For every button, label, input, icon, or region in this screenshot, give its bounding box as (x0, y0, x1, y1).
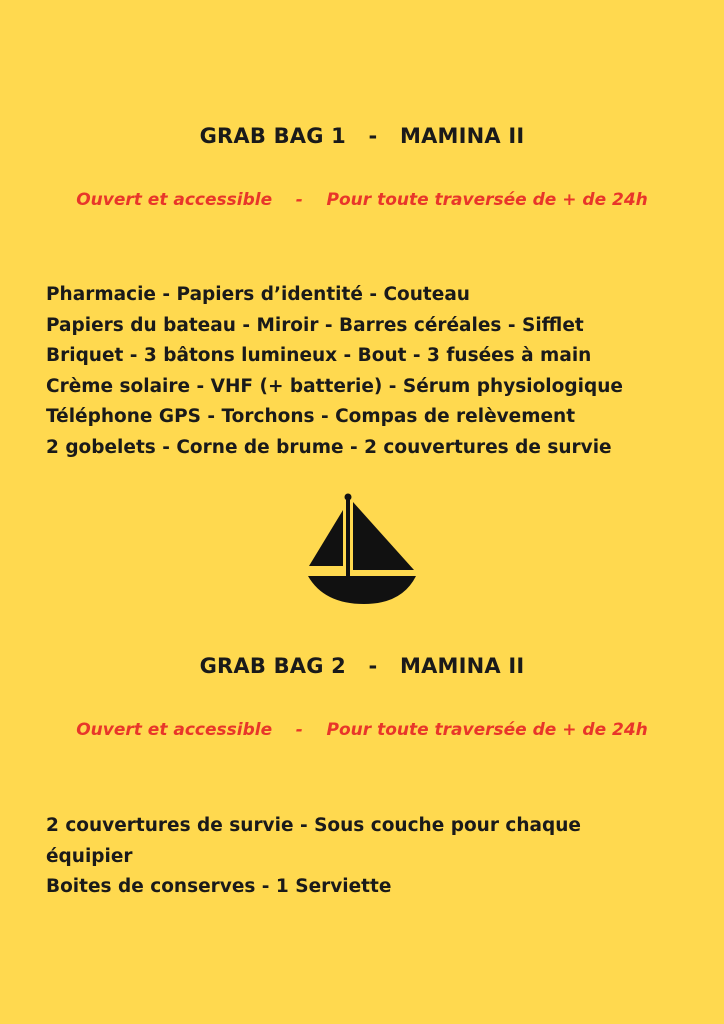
list-item: Crème solaire - VHF (+ batterie) - Sérum physiologique (46, 375, 623, 397)
list-item: Papiers du bateau - Miroir - Barres céréales - Sifflet (46, 314, 584, 336)
bag1-subtitle: Ouvert et accessible - Pour toute traversée de + de 24h (76, 190, 648, 210)
bag1-title: GRAB BAG 1 - MAMINA II (199, 124, 525, 148)
list-item: Pharmacie - Papiers d’identité - Couteau (46, 284, 470, 305)
list-item: Briquet - 3 bâtons lumineux - Bout - 3 fusées à main (46, 345, 592, 366)
bag2-item-list (46, 811, 646, 903)
sailboat-icon (306, 492, 418, 608)
bag1-item-list (46, 280, 686, 463)
list-item: Téléphone GPS - Torchons - Compas de relèvement (46, 406, 576, 427)
list-item: 2 gobelets - Corne de brume - 2 couvertures de survie (46, 436, 612, 458)
bag2-subtitle: Ouvert et accessible - Pour toute traversée de + de 24h (76, 720, 648, 740)
bag2-title: GRAB BAG 2 - MAMINA II (199, 654, 525, 678)
list-item: 2 couvertures de survie - Sous couche pour chaque équipier (46, 815, 581, 867)
list-item: Boites de conserves - 1 Serviette (46, 876, 392, 897)
